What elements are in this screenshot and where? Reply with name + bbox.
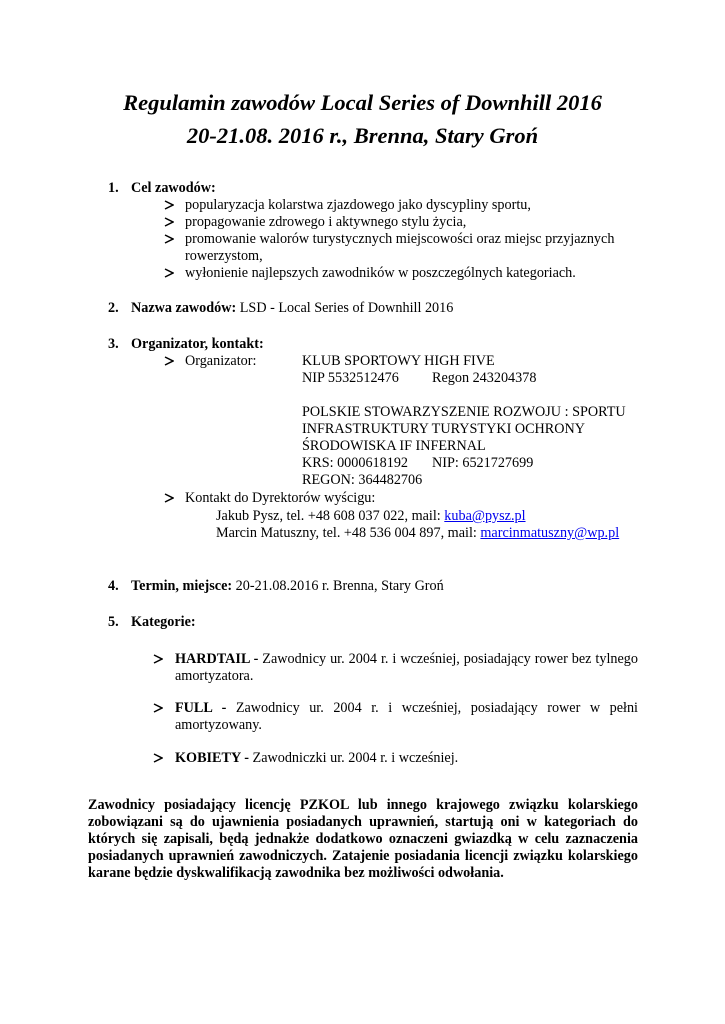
arrow-bullet-icon	[164, 265, 174, 275]
competition-name: LSD - Local Series of Downhill 2016	[236, 300, 454, 316]
section-1-heading: Cel zawodów:	[131, 180, 216, 196]
section-4-heading: Termin, miejsce:	[131, 578, 233, 594]
section-4-number: 4.	[108, 578, 119, 594]
section-5-heading: Kategorie:	[131, 614, 196, 630]
section-3-heading: Organizator, kontakt:	[131, 336, 264, 352]
section-4-line	[131, 578, 444, 595]
document-title-line-2: 20-21.08. 2016 r., Brenna, Stary Groń	[186, 123, 539, 148]
section-2-line	[131, 300, 453, 317]
arrow-bullet-icon	[164, 353, 174, 363]
goal-item-3: promowanie walorów turystycznych miejscowości oraz miejsc przyjaznych	[185, 231, 615, 247]
contact-1	[216, 508, 526, 525]
organizer-2-name-line-2: INFRASTRUKTURY TURYSTYKI OCHRONY	[302, 421, 585, 437]
organizer-2-name-line-1: POLSKIE STOWARZYSZENIE ROZWOJU : SPORTU	[302, 404, 626, 420]
license-note-paragraph: Zawodnicy posiadający licencję PZKOL lub innego krajowego związku kolarskiego zobowiązani są do ujawnienia posiadanych uprawnień, startują oni w kategoriach do których się zapisali, będą jednakże dodatkowo oznaczeni gwiazdką w celu zaznaczenia posiadanych uprawnień zawodniczych. Zatajenie posiadania licencji związku kolarskiego karane będzie dyskwalifikacją zawodnika bez możliwości odwołania.	[88, 797, 638, 881]
category-hardtail-desc: Zawodnicy ur. 2004 r. i wcześniej, posiadający rower bez tylnego amortyzatora.	[175, 651, 638, 684]
contact-label: Kontakt do Dyrektorów wyścigu:	[185, 490, 376, 506]
arrow-bullet-icon	[153, 750, 163, 760]
organizer-1-regon: Regon 243204378	[432, 370, 537, 386]
goal-item-1: popularyzacja kolarstwa zjazdowego jako dyscypliny sportu,	[185, 197, 531, 213]
organizer-label: Organizator:	[185, 353, 257, 369]
contact-1-text: Jakub Pysz, tel. +48 608 037 022, mail:	[216, 508, 445, 524]
section-3-number: 3.	[108, 336, 119, 352]
contact-2-email-link[interactable]: marcinmatuszny@wp.pl	[480, 525, 620, 541]
organizer-2-nip: NIP: 6521727699	[432, 455, 534, 471]
arrow-bullet-icon	[153, 700, 163, 710]
section-5-number: 5.	[108, 614, 119, 630]
arrow-bullet-icon	[164, 490, 174, 500]
goal-item-2: propagowanie zdrowego i aktywnego stylu życia,	[185, 214, 467, 230]
category-kobiety-desc: Zawodniczki ur. 2004 r. i wcześniej.	[248, 750, 459, 766]
organizer-2-name-line-3: ŚRODOWISKA IF INFERNAL	[302, 438, 486, 454]
category-kobiety-name: KOBIETY -	[175, 750, 249, 766]
category-kobiety	[175, 750, 638, 767]
organizer-2-regon: REGON: 364482706	[302, 472, 423, 488]
goal-item-4: wyłonienie najlepszych zawodników w poszczególnych kategoriach.	[185, 265, 576, 281]
organizer-2-krs: KRS: 0000618192	[302, 455, 409, 471]
category-hardtail	[175, 651, 638, 685]
category-full	[175, 700, 638, 734]
contact-2	[216, 525, 619, 542]
date-place: 20-21.08.2016 r. Brenna, Stary Groń	[232, 578, 444, 594]
contact-1-email-link[interactable]: kuba@pysz.pl	[444, 508, 526, 524]
arrow-bullet-icon	[164, 197, 174, 207]
section-1-number: 1.	[108, 180, 119, 196]
category-full-desc: Zawodnicy ur. 2004 r. i wcześniej, posiadający rower w pełni amortyzowany.	[175, 700, 638, 733]
document-title-line-1: Regulamin zawodów Local Series of Downhill 2016	[123, 90, 602, 115]
category-full-name: FULL -	[175, 700, 227, 716]
organizer-1-name: KLUB SPORTOWY HIGH FIVE	[302, 353, 495, 369]
contact-2-text: Marcin Matuszny, tel. +48 536 004 897, mail:	[216, 525, 481, 541]
category-hardtail-name: HARDTAIL -	[175, 651, 259, 667]
section-2-number: 2.	[108, 300, 119, 316]
goal-item-3-continuation: rowerzystom,	[185, 248, 263, 264]
arrow-bullet-icon	[153, 651, 163, 661]
organizer-1-nip: NIP 5532512476	[302, 370, 399, 386]
arrow-bullet-icon	[164, 214, 174, 224]
section-2-heading: Nazwa zawodów:	[131, 300, 237, 316]
arrow-bullet-icon	[164, 231, 174, 241]
